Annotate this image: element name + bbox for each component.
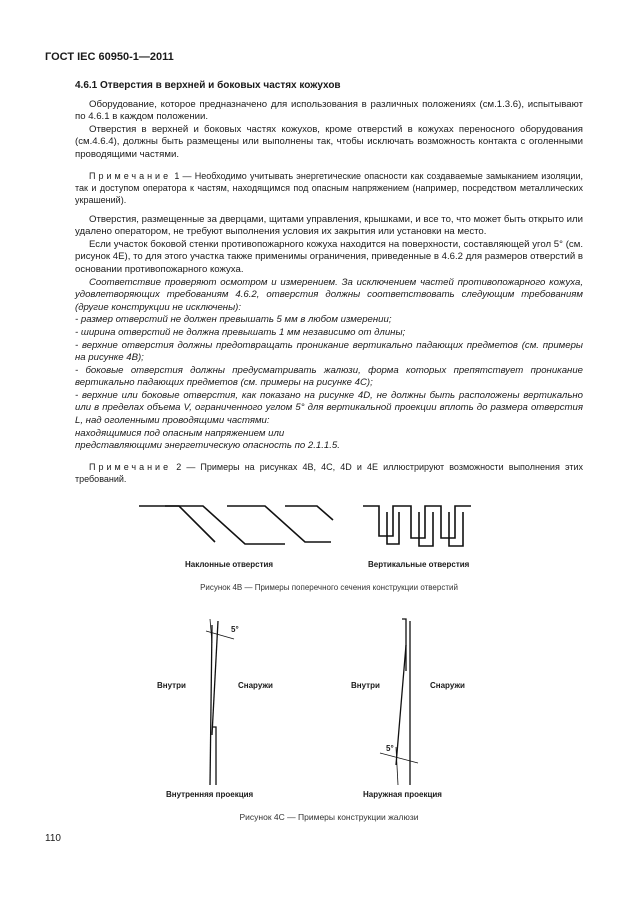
angle-label-top: 5° — [231, 625, 239, 634]
requirement-5: - верхние или боковые отверстия, как показано на рисунке 4D, не должны быть расположены вертикально или в пределах объема V, ограниченного углом 5° для вертикальной проекции вплоть до размера отверстия L, над оголенными проводящими частями: — [75, 389, 583, 427]
label-left-inside: Внутри — [157, 681, 186, 690]
label-slanted-openings: Наклонные отверстия — [185, 560, 274, 569]
label-right-outside: Снаружи — [430, 681, 465, 690]
label-inner-projection: Внутренняя проекция — [166, 790, 254, 799]
note-1-label: Примечание — [89, 170, 172, 181]
left-louver — [206, 619, 234, 785]
section-body — [75, 80, 583, 485]
note-2-text: 2 — Примеры на рисунках 4B, 4C, 4D и 4E иллюстрируют возможности выполнения этих требований. — [75, 461, 583, 484]
page-number: 110 — [45, 833, 61, 844]
requirement-4: - боковые отверстия должны предусматривать жалюзи, форма которых препятствует проникание вертикально падающих предметов (см. примеры на рисунке 4C); — [75, 364, 583, 389]
requirement-1: - размер отверстий не должен превышать 5 мм в любом измерении; — [75, 314, 392, 326]
figure-4b-drawing — [135, 498, 495, 554]
slanted-openings-profile — [139, 506, 333, 544]
document-header: ГОСТ IEC 60950-1—2011 — [45, 51, 174, 63]
requirement-7: представляющими энергетическую опасность по 2.1.1.5. — [75, 440, 340, 452]
requirement-3: - верхние отверстия должны предотвращать проникание вертикально падающих предметов (см. примеры на рисунке 4B); — [75, 339, 583, 364]
requirement-6: находящимися под опасным напряжением или — [75, 427, 285, 439]
note-2 — [75, 461, 583, 485]
figure-4c-drawing — [150, 615, 450, 790]
angle-label-bottom: 5° — [386, 744, 394, 753]
right-louver — [380, 619, 418, 785]
note-1 — [75, 170, 583, 206]
vertical-openings-profile — [363, 506, 471, 546]
section-title: 4.6.1 Отверстия в верхней и боковых частях кожухов — [75, 80, 341, 91]
requirement-2: - ширина отверстий не должна превышать 1 мм независимо от длины; — [75, 326, 406, 338]
compliance-paragraph: Соответствие проверяют осмотром и измерением. За исключением частей противопожарного кожуха, удовлетворяющих требованиям 4.6.2, отверстия должны соответствовать следующим требованиям (другие конструкции не исключены): — [75, 276, 583, 313]
label-left-outside: Снаружи — [238, 681, 273, 690]
note-1-text: 1 — Необходимо учитывать энергетические опасности как создаваемые замыканием изоляции, так и доступом оператора к частям, находящимся под опасным напряжением (например, посредством металлических украшений). — [75, 170, 583, 205]
label-vertical-openings: Вертикальные отверстия — [368, 560, 470, 569]
figure-4c-caption: Рисунок 4С — Примеры конструкции жалюзи — [239, 812, 419, 822]
note-2-label: Примечание — [89, 461, 172, 472]
paragraph-2: Отверстия в верхней и боковых частях кожухов, кроме отверстий в кожухах переносного оборудования (см.4.6.4), должны быть размещены или выполнены так, чтобы исключать возможность контакта с оголенными проводящими частями. — [75, 123, 583, 160]
paragraph-1: Оборудование, которое предназначено для использования в различных положениях (см.1.3.6), испытывают по 4.6.1 в каждом положении. — [75, 98, 583, 123]
paragraph-4: Если участок боковой стенки противопожарного кожуха находится на поверхности, составляющей угол 5° (см. рисунок 4E), то для этого участка также применимы ограничения, приведенные в 4.6.2 для размеров отверстий в основании противопожарного кожуха. — [75, 238, 583, 275]
label-outer-projection: Наружная проекция — [363, 790, 442, 799]
paragraph-3: Отверстия, размещенные за дверцами, щитами управления, крышками, и все то, что может быть открыто или удалено оператором, не требуют выполнения условия их закрытия или установки на место. — [75, 213, 583, 238]
figure-4b-caption: Рисунок 4В — Примеры поперечного сечения конструкции отверстий — [200, 583, 458, 592]
label-right-inside: Внутри — [351, 681, 380, 690]
